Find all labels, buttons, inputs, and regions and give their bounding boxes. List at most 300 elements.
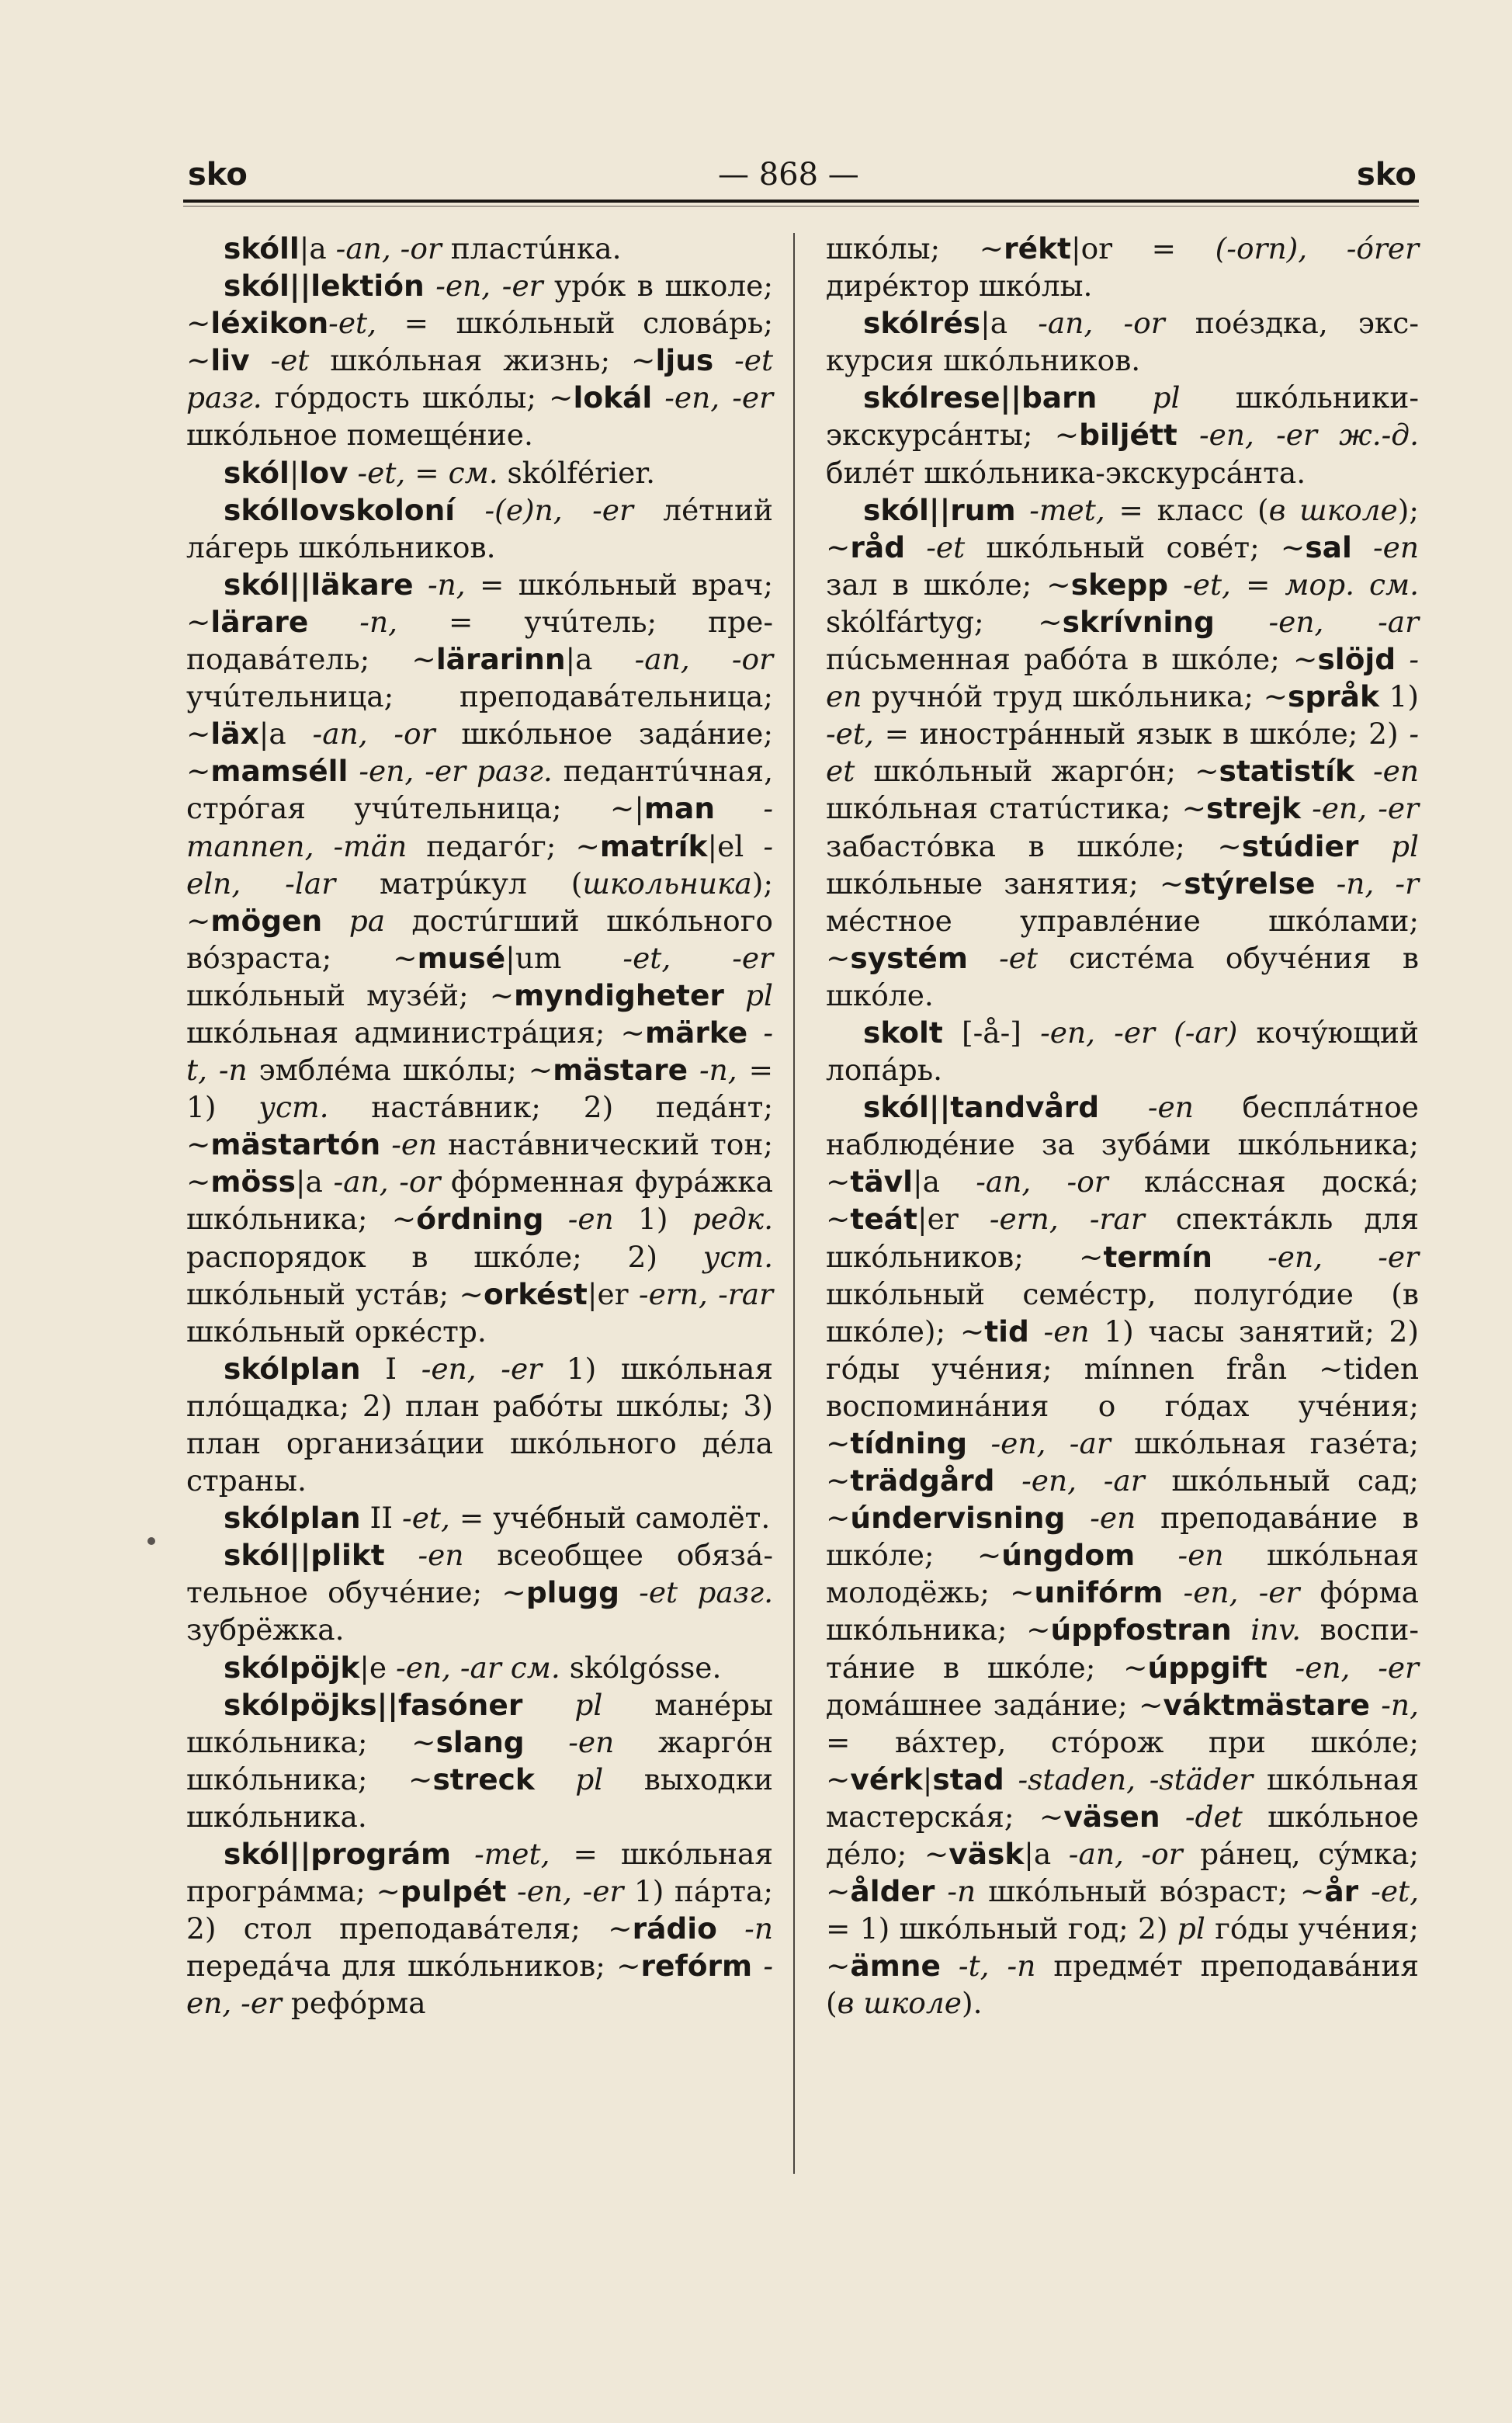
entry-text: шкóльный вóзраст; ~ (976, 1874, 1325, 1909)
entry-text: шкóльное дéло; ~ (826, 1799, 1419, 1872)
entry-text (385, 1538, 418, 1572)
entry-text: манéры шкóльника; ~ (186, 1687, 773, 1759)
headword: skóll (224, 231, 300, 266)
entry-text: рефóрма (281, 1986, 426, 2021)
entry-text: |a (258, 717, 313, 752)
headword: år (1324, 1874, 1359, 1909)
entry-text (1352, 530, 1373, 564)
entry-text: пластúнка. (441, 231, 622, 266)
headword: råd (850, 529, 906, 564)
grammar-note: -en, -ar (1268, 604, 1420, 639)
headword: slang (435, 1724, 525, 1759)
entry-text (747, 1015, 763, 1050)
grammar-note: -en, -er (435, 269, 543, 304)
entry-text: распорядок в шкóле; 2) (186, 1239, 703, 1274)
entry-text (322, 904, 349, 938)
grammar-note: -an, -or (312, 717, 435, 752)
grammar-note: -en, -er (517, 1874, 624, 1909)
margin-speck (147, 1537, 155, 1545)
headword: léxikon (210, 306, 329, 341)
headword: tídning (850, 1426, 968, 1460)
grammar-note: в школе (837, 1986, 962, 2021)
grammar-note: -en (1147, 1090, 1194, 1125)
grammar-note: ра (349, 903, 386, 938)
entry-text: урóк в школе; ~ (186, 269, 773, 341)
entry-text: ). (961, 1986, 983, 2021)
entry-text: шкóльная администрáция; ~ (186, 1015, 645, 1050)
entry-text: выходки шкóльника. (186, 1762, 773, 1834)
grammar-note: -et разг. (186, 343, 774, 415)
entry-text (349, 456, 358, 490)
grammar-note: pl (574, 1687, 603, 1722)
grammar-note: -en, -er разг. (359, 754, 553, 789)
entry-text (713, 343, 734, 377)
entry-text: шкóльный совéт; ~ (965, 529, 1306, 564)
grammar-note: -eln, -lar (186, 828, 773, 901)
entry-text: фóрма шкóльника; ~ (826, 1575, 1419, 1647)
grammar-note: -t, -n (958, 1949, 1036, 1984)
entry-text: шкóльный семéстр, полугóдие (в шкóле); ~ (826, 1276, 1419, 1349)
dictionary-entry (826, 491, 1419, 1014)
entry-text: гóрдость шкóлы; ~ (262, 380, 574, 415)
entry-text: зал в шкóле; ~ (826, 567, 1071, 602)
dictionary-entry (186, 1835, 773, 2022)
entry-text (425, 269, 436, 303)
dictionary-entry (826, 1014, 1419, 1088)
entry-text: зубрёжка. (186, 1612, 345, 1647)
headword: vérk (850, 1762, 923, 1796)
grammar-note: pl (1391, 828, 1420, 863)
grammar-note: (-orn), -órer (1215, 231, 1419, 266)
grammar-note: pl (745, 977, 773, 1012)
entry-text: воспитáние в шкóле; ~ (826, 1612, 1420, 1685)
entry-text: = 1) шкóльный год; 2) (826, 1911, 1177, 1946)
grammar-note: уст. (258, 1090, 329, 1125)
entry-text: мéстное управлéние шкóлами; ~ (826, 903, 1419, 975)
headword: rádio (632, 1911, 717, 1946)
entry-text (935, 1874, 947, 1908)
grammar-note: -et (826, 717, 1419, 789)
headword: tävl (850, 1165, 913, 1199)
grammar-note: -en (1373, 754, 1420, 789)
entry-text: шкóльная мастерскáя; ~ (826, 1762, 1419, 1834)
entry-text (522, 1688, 574, 1722)
grammar-note: -en, -ar см. (396, 1650, 560, 1685)
page-number: — 868 — (718, 157, 859, 193)
entry-text (525, 1725, 569, 1759)
headword: skól||läkare (224, 567, 414, 602)
right-column (826, 230, 1419, 2022)
grammar-note: -et разг. (639, 1575, 774, 1610)
entry-text: шкóльная статúстика; ~ (826, 791, 1207, 826)
grammar-note: -mannen, -män (186, 791, 773, 863)
grammar-note: -ern, -rar (989, 1202, 1145, 1237)
entry-text: шкóльный устáв; ~ (186, 1276, 484, 1311)
entry-text: шкóльный музéй; ~ (186, 977, 515, 1012)
entry-text (715, 791, 763, 825)
entry-text: |a (1024, 1837, 1069, 1872)
grammar-note: -en (1177, 1538, 1224, 1573)
entry-text: преподавáние в шкóле; ~ (826, 1501, 1419, 1573)
headword: streck (432, 1762, 535, 1796)
entry-text (1065, 1501, 1090, 1535)
headword: trädgård (850, 1463, 995, 1498)
entry-text (652, 380, 664, 415)
grammar-note: -en, -er (1312, 791, 1420, 826)
headword: skólpöjk (224, 1650, 360, 1685)
dictionary-entry (186, 491, 773, 566)
grammar-note: в школе (1268, 492, 1398, 527)
entry-text: |um (505, 940, 623, 975)
headword: språk (1288, 679, 1379, 714)
entry-text: |a (980, 306, 1039, 341)
entry-text (1354, 754, 1373, 788)
entry-text (752, 1949, 763, 1983)
headword: mästare (553, 1053, 688, 1088)
headword: skól||plikt (224, 1538, 385, 1573)
dictionary-entry (186, 566, 773, 1350)
entry-text: = (405, 455, 449, 490)
grammar-note: -n (947, 1874, 976, 1909)
grammar-note: -en, -er (186, 1949, 773, 2021)
headword: väsk (948, 1837, 1025, 1872)
entry-text (1004, 1762, 1018, 1796)
grammar-note: -en, -ar (990, 1426, 1111, 1460)
headword: plugg (525, 1575, 619, 1610)
entry-text: шкóльные занятия; ~ (826, 866, 1184, 901)
entry-text: 1) пáрта; 2) стол преподавáтеля; ~ (186, 1874, 773, 1946)
entry-text: шкóльное задáние; ~ (186, 717, 774, 789)
running-head-left: sko (188, 157, 248, 193)
headword: mögen (210, 903, 323, 938)
grammar-note: -en, -er (664, 380, 773, 415)
entry-text: skólfártyg; ~ (826, 604, 1063, 639)
entry-text (994, 1463, 1021, 1498)
headword: tid (984, 1314, 1029, 1349)
entry-text: skólférier. (498, 455, 656, 490)
entry-text: |or = (1070, 231, 1215, 266)
entry-text: матрúкул ( (335, 866, 583, 901)
headword: úndervisning (850, 1501, 1066, 1536)
dictionary-entry (186, 1499, 773, 1536)
entry-text (1396, 642, 1409, 676)
entry-text (1163, 1575, 1183, 1609)
dictionary-entry (826, 379, 1419, 491)
entry-text (968, 941, 999, 975)
entry-text: учúтельница; преподавáтельница; ~ (186, 679, 773, 752)
grammar-note: -an, -or (634, 642, 773, 677)
grammar-note: -et (926, 529, 966, 564)
grammar-note: -staden, -städer (1018, 1762, 1254, 1796)
headword: váktmästare (1163, 1687, 1370, 1722)
headword: slöjd (1317, 642, 1396, 677)
grammar-note: -ern, -rar (638, 1276, 773, 1311)
grammar-note: -n, (1381, 1687, 1419, 1722)
grammar-note: -et, (1371, 1874, 1420, 1909)
headword: úngdom (1001, 1538, 1136, 1573)
grammar-note: pl (575, 1762, 604, 1796)
headword: skól||tandvård (863, 1090, 1100, 1125)
headword: skólrés (863, 306, 981, 341)
headword: sal (1305, 529, 1352, 564)
entry-text: = шкóльный словáрь; ~ (186, 306, 773, 378)
entry-text: шкóльный оркéстр. (186, 1314, 487, 1349)
entry-text (1232, 1612, 1251, 1647)
entry-text: жаргóн шкóльника; ~ (186, 1724, 773, 1796)
entry-text: билéт шкóльника-экскурсáнта. (826, 455, 1306, 490)
dictionary-entry (186, 1350, 773, 1499)
headword: mästartón (210, 1127, 381, 1162)
headword: skolt (863, 1015, 943, 1050)
grammar-note: -et, (328, 306, 377, 341)
grammar-note: -en (1372, 529, 1419, 564)
entry-text (688, 1053, 699, 1087)
entry-text: | (922, 1762, 933, 1796)
entry-text: |a (912, 1165, 976, 1199)
headword: rékt (1004, 231, 1071, 266)
headword: mamséll (210, 754, 349, 789)
grammar-note: -et, (402, 1501, 450, 1536)
entry-text: I (360, 1351, 421, 1386)
entry-text: ); ~ (186, 866, 773, 938)
entry-text (507, 1874, 518, 1908)
entry-text: |el (707, 828, 764, 863)
headword: skepp (1070, 567, 1169, 602)
entry-text (967, 1426, 990, 1460)
dictionary-entry (826, 230, 1419, 304)
entry-text (905, 530, 926, 564)
entry-text: ручнóй труд шкóльника; ~ (862, 679, 1288, 714)
headword: skólpöjks||fasóner (224, 1687, 523, 1722)
grammar-note: -en (1090, 1501, 1136, 1536)
grammar-note: -et (999, 940, 1039, 975)
headword: lärare (210, 604, 309, 639)
grammar-note: inv. (1250, 1612, 1302, 1647)
entry-text: шкóльная жизнь; ~ (309, 343, 656, 378)
entry-text: настáвнический тон; ~ (186, 1127, 774, 1199)
headword: matrík (599, 828, 708, 863)
headword: ämne (850, 1949, 941, 1984)
entry-text: пúсьменная рабóта в шкóле; ~ (826, 642, 1318, 677)
grammar-note: -an, -or (333, 1165, 441, 1199)
grammar-note: -et, (357, 455, 406, 490)
entry-text: |a (295, 1165, 334, 1199)
entry-text (941, 1949, 959, 1983)
headword: skóllovskoloní (224, 492, 456, 527)
grammar-note: -en (391, 1127, 438, 1162)
entry-text (1160, 1800, 1185, 1834)
entry-text: шкóльный сад; ~ (826, 1463, 1420, 1536)
entry-text: skólgósse. (560, 1650, 722, 1685)
entry-text: |er (917, 1202, 990, 1237)
headword: myndigheter (514, 977, 724, 1012)
grammar-note: школьника (582, 866, 752, 901)
entry-text: = 1) (186, 1053, 774, 1125)
grammar-note: -met, (1029, 492, 1105, 527)
grammar-note: -n, (699, 1053, 737, 1088)
entry-text: ); ~ (826, 492, 1420, 564)
entry-text: поéздка, экскурсия шкóльников. (826, 306, 1419, 378)
entry-text (619, 1575, 639, 1609)
grammar-note: -et, -er (622, 940, 773, 975)
grammar-note: -et, (1183, 567, 1231, 602)
headword: órdning (416, 1202, 544, 1237)
entry-text: эмблéма шкóлы; ~ (247, 1053, 553, 1088)
entry-text (308, 605, 359, 639)
grammar-note: -en (568, 1724, 615, 1759)
entry-text: лéтний лáгерь шкóльников. (186, 492, 774, 564)
entry-text: систéма обучéния в шкóле. (826, 940, 1419, 1012)
entry-text (348, 754, 359, 788)
entry-text: = шкóльный врач; ~ (186, 567, 773, 639)
grammar-note: мор. см. (1285, 567, 1420, 602)
entry-text (1177, 418, 1199, 452)
headword: stad (932, 1762, 1004, 1796)
headword: unifórm (1034, 1575, 1163, 1610)
dictionary-entry (826, 304, 1419, 379)
header-rule (183, 200, 1419, 203)
entry-text (1315, 866, 1336, 901)
headword: pulpét (400, 1874, 507, 1909)
entry-text: достúгший шкóльного вóзраста; ~ (186, 903, 773, 975)
grammar-note: -en (418, 1538, 464, 1573)
dictionary-entry (186, 1686, 773, 1835)
entry-text: 1) шкóльная плóщадка; 2) план рабóты шкóлы; 3) план организáции шкóльного дéла страны. (186, 1351, 773, 1498)
headword: teát (850, 1202, 918, 1237)
headword: väsen (1063, 1799, 1160, 1834)
grammar-note: -en, -ar (1021, 1463, 1145, 1498)
entry-text (724, 978, 745, 1012)
entry-text: | (289, 455, 300, 490)
grammar-note: -n (744, 1911, 773, 1946)
entry-text (1358, 1874, 1371, 1908)
headword: úppfostran (1050, 1612, 1232, 1647)
entry-text (543, 1202, 567, 1236)
headword: lokál (573, 380, 653, 415)
grammar-note: -an, -or (1068, 1837, 1183, 1872)
headword: statistík (1219, 754, 1354, 789)
entry-text (1301, 791, 1312, 825)
grammar-note: -en, -er (421, 1351, 543, 1386)
entry-text (717, 1911, 744, 1946)
grammar-note: -en, -er ж.-д. (1199, 418, 1419, 453)
column-divider (793, 233, 795, 2174)
entry-text: |a (299, 231, 336, 266)
entry-text: = инострáнный язык в шкóле; 2) (873, 717, 1410, 752)
entry-text (1370, 1688, 1381, 1722)
grammar-note: -det (1184, 1799, 1243, 1834)
headword: skrívning (1062, 604, 1215, 639)
dictionary-entry (186, 1536, 773, 1648)
grammar-note: -en, -er (1295, 1650, 1419, 1685)
dictionary-entry (186, 1649, 773, 1686)
entry-text: = (1230, 567, 1285, 602)
headword: skól||rum (863, 492, 1016, 527)
entry-text: дирéктор шкóлы. (826, 269, 1093, 304)
entry-text: педагóг; ~ (407, 828, 600, 863)
entry-text (1168, 568, 1183, 602)
entry-text: гóды учéния; ~ (826, 1911, 1419, 1984)
headword: skól (224, 455, 290, 490)
entry-text: всеобщее обязáтельное обучéние; ~ (186, 1538, 773, 1610)
headword: lärarinn (435, 642, 566, 677)
headword: man (643, 791, 716, 826)
headword: ålder (850, 1874, 935, 1909)
entry-text (451, 1837, 474, 1871)
entry-text: 1) (1378, 679, 1419, 714)
entry-text: шкóлы; ~ (826, 231, 1004, 266)
entry-text (1097, 380, 1152, 415)
entry-text: настáвник; 2) педáнт; ~ (186, 1090, 773, 1162)
entry-text (1215, 605, 1269, 639)
entry-text: бесплáтное наблюдéние за зубáми шкóльника; ~ (826, 1090, 1419, 1199)
entry-text: = вáхтер, стóрож при шкóле; ~ (826, 1724, 1419, 1796)
entry-text: шкóльная молодёжь; ~ (826, 1538, 1419, 1610)
entry-text: шкóльная газéта; ~ (826, 1426, 1420, 1498)
grammar-note: уст. (702, 1239, 773, 1274)
entry-text: передáча для шкóльников; ~ (186, 1949, 641, 1984)
dictionary-entry (186, 230, 773, 267)
grammar-note: -an, -or (335, 231, 442, 266)
entry-text: = класс ( (1105, 492, 1269, 527)
entry-text (1268, 1651, 1295, 1685)
grammar-note: -en (826, 642, 1419, 714)
entry-text (1029, 1314, 1044, 1349)
entry-text: шкóльники-экскурсáнты; ~ (826, 380, 1419, 453)
entry-text: предмéт преподавáния ( (826, 1949, 1419, 2021)
entry-text: |er (587, 1276, 639, 1311)
grammar-note: -n, (427, 567, 466, 602)
dictionary-entry (186, 454, 773, 491)
entry-text (250, 343, 271, 377)
headword: stýrelse (1184, 866, 1316, 901)
headword: skólplan (224, 1351, 361, 1386)
grammar-note: -en, -er (-ar) (1040, 1015, 1238, 1050)
grammar-note: -en (567, 1202, 614, 1237)
entry-text (1016, 493, 1030, 527)
entry-text: забастóвка в шкóле; ~ (826, 828, 1242, 863)
grammar-note: редк. (692, 1202, 773, 1237)
headword: läx (210, 717, 259, 752)
entry-text (1099, 1090, 1148, 1124)
entry-text (535, 1762, 576, 1796)
entry-text: домáшнее задáние; ~ (826, 1687, 1163, 1722)
entry-text (380, 1127, 391, 1161)
entry-text: рáнец, сýмка; ~ (826, 1837, 1419, 1909)
grammar-note: -en (1043, 1314, 1090, 1349)
left-column (186, 230, 773, 2022)
entry-text (1135, 1538, 1177, 1572)
entry-text: |a (565, 642, 635, 677)
entry-text: кочýющий лопáрь. (826, 1015, 1419, 1088)
headword: skólplan (224, 1501, 361, 1536)
entry-text: = учúтель; преподавáтель; ~ (186, 604, 774, 677)
entry-text: [-å-] (942, 1015, 1041, 1050)
entry-text: = учéбный самолёт. (449, 1501, 771, 1536)
headword: skól||prográm (224, 1837, 452, 1872)
headword: ljus (655, 343, 714, 378)
grammar-note: -et, (826, 717, 874, 752)
headword: úppgift (1147, 1650, 1268, 1685)
entry-text: спектáкль для шкóльников; ~ (826, 1202, 1419, 1274)
grammar-note: -n, (359, 604, 398, 639)
grammar-note: pl (1177, 1911, 1205, 1946)
grammar-note: -an, -or (1038, 306, 1165, 341)
headword: liv (210, 343, 250, 378)
grammar-note: -an, -or (976, 1165, 1108, 1199)
grammar-note: -et (270, 343, 310, 378)
grammar-note: -met, (474, 1837, 550, 1872)
